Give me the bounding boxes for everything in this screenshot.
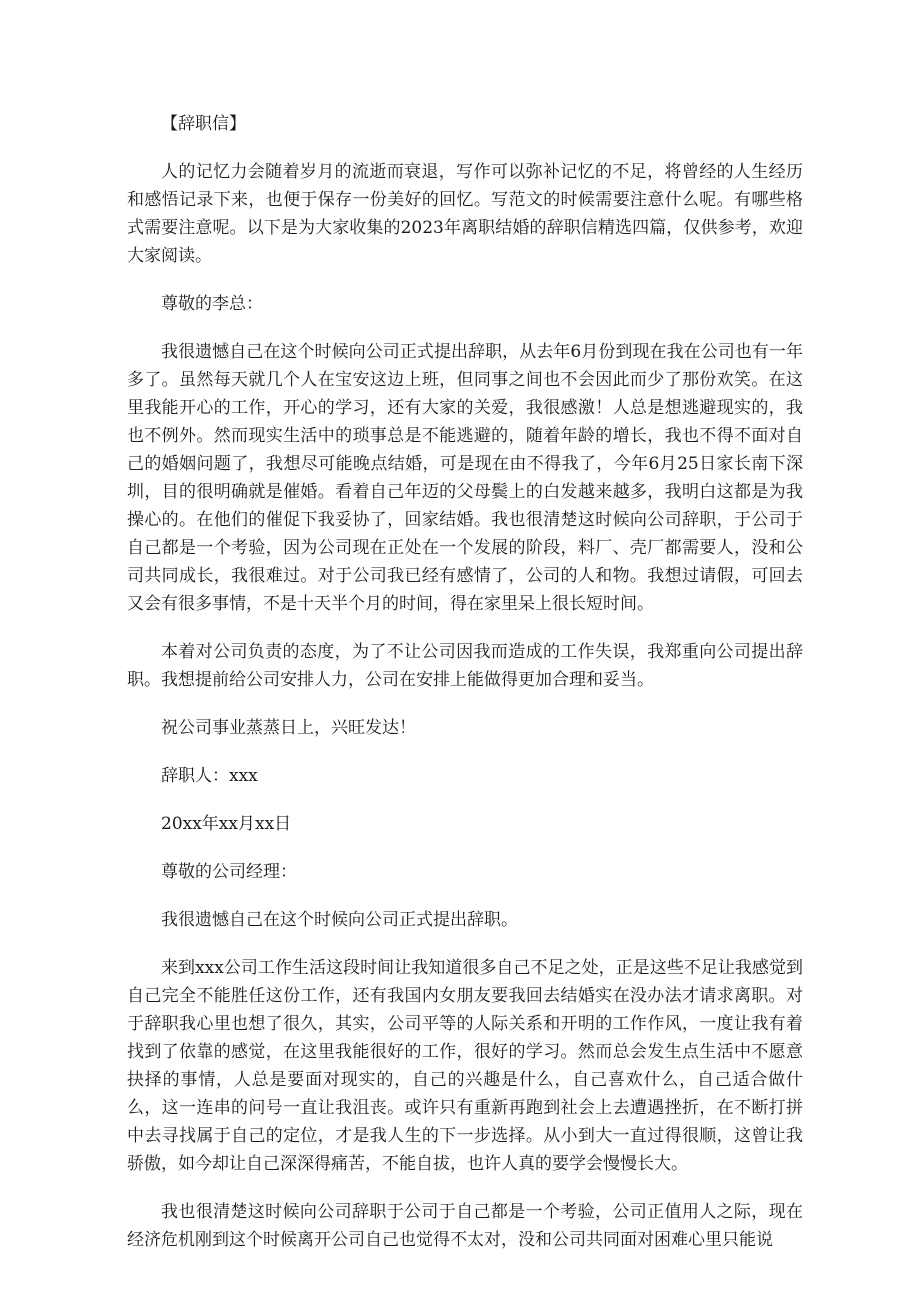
- letter1-closing-wish: 祝公司事业蒸蒸日上，兴旺发达！: [161, 718, 416, 738]
- document-title: 【辞职信】: [161, 114, 246, 134]
- letter2-salutation: 尊敬的公司经理：: [161, 862, 297, 882]
- letter1-body-paragraph-1: 我很遗憾自己在这个时候向公司正式提出辞职，从去年6月份到现在我在公司也有一年多了。虽然每天就几个人在宝安这边上班，但同事之间也不会因此而少了那份欢笑。在这里我能开心的工作，开心的学习，还有大家的关爱，我很感激！人总是想逃避现实的，我也不例外。然而现实生活中的琐事总是不能逃避的，随着年龄的增长，我也不得不面对自己的婚姻问题了，我想尽可能晚点结婚，可是现在由不得我了，今年6月25日家长南下深圳，目的很明确就是催婚。看着自己年迈的父母鬓上的白发越来越多，我明白这都是为我操心的。在他们的催促下我妥协了，回家结婚。我也很清楚这时候向公司辞职，于公司于自己都是一个考验，因为公司现在正处在一个发展的阶段，料厂、壳厂都需要人，没和公司共同成长，我很难过。对于公司我已经有感情了，公司的人和物。我想过请假，可回去又会有很多事情，不是十天半个月的时间，得在家里呆上很长短时间。: [127, 342, 803, 614]
- letter1-salutation: 尊敬的李总：: [161, 294, 263, 314]
- letter2-body-paragraph-2: 来到xxx公司工作生活这段时间让我知道很多自己不足之处，正是这些不足让我感觉到自己完全不能胜任这份工作，还有我国内女朋友要我回去结婚实在没办法才请求离职。对于辞职我心里也想了很久，其实，公司平等的人际关系和开明的工作作风，一度让我有着找到了依靠的感觉，在这里我能很好的工作，很好的学习。然而总会发生点生活中不愿意抉择的事情，人总是要面对现实的，自己的兴趣是什么，自己喜欢什么，自己适合做什么，这一连串的问号一直让我沮丧。或许只有重新再跑到社会上去遭遇挫折，在不断打拼中去寻找属于自己的定位，才是我人生的下一步选择。从小到大一直过得很顺，这曾让我骄傲，如今却让自己深深得痛苦，不能自拔，也许人真的要学会慢慢长大。: [127, 958, 803, 1174]
- letter2-body-paragraph-1: 我很遗憾自己在这个时候向公司正式提出辞职。: [161, 910, 518, 930]
- intro-paragraph: 人的记忆力会随着岁月的流逝而衰退，写作可以弥补记忆的不足，将曾经的人生经历和感悟记录下来，也便于保存一份美好的回忆。写范文的时候需要注意什么呢。有哪些格式需要注意呢。以下是为大家收集的2023年离职结婚的辞职信精选四篇，仅供参考，欢迎大家阅读。: [127, 162, 803, 266]
- document-page: [127, 96, 803, 1254]
- letter1-date: 20xx年xx月xx日: [161, 814, 292, 834]
- letter2-body-paragraph-3: 我也很清楚这时候向公司辞职于公司于自己都是一个考验，公司正值用人之际，现在经济危机刚到这个时候离开公司自己也觉得不太对，没和公司共同面对困难心里只能说: [127, 1202, 803, 1250]
- letter1-signer: 辞职人：xxx: [161, 766, 258, 786]
- letter1-body-paragraph-2: 本着对公司负责的态度，为了不让公司因我而造成的工作失误，我郑重向公司提出辞职。我想提前给公司安排人力，公司在安排上能做得更加合理和妥当。: [127, 642, 803, 690]
